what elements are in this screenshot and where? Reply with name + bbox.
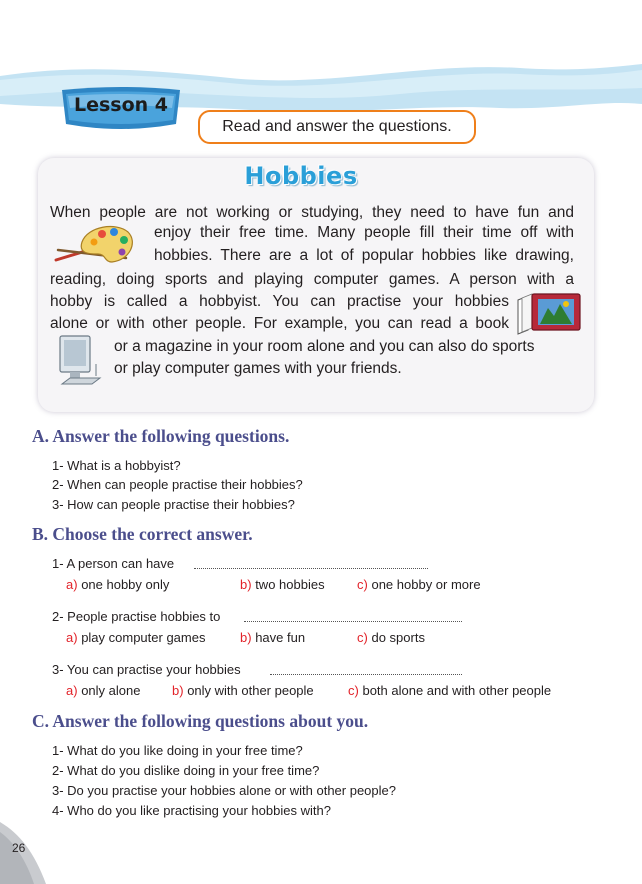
passage-line: alone or with other people. For example, you can read a book (50, 315, 509, 332)
question-stem: 2- People practise hobbies to (52, 609, 221, 624)
instruction-box: Read and answer the questions. (198, 110, 476, 144)
book-icon (514, 290, 584, 336)
question-stem: 3- You can practise your hobbies (52, 662, 241, 677)
passage-line: hobbies. There are a lot of popular hobbies like drawing, (154, 247, 574, 264)
section-c-question: 2- What do you dislike doing in your free time? (52, 763, 320, 778)
passage-line: or play computer games with your friends. (114, 360, 402, 377)
option-b[interactable]: b) have fun (240, 630, 306, 645)
section-a-heading: A. Answer the following questions. (32, 426, 290, 446)
answer-blank[interactable] (270, 673, 462, 675)
option-b[interactable]: b) only with other people (172, 683, 314, 698)
question-stem: 1- A person can have (52, 556, 175, 571)
option-b[interactable]: b) two hobbies (240, 577, 325, 592)
passage-line: enjoy their free time. Many people fill their time off with (154, 224, 574, 241)
option-a[interactable]: a) only alone (66, 683, 141, 698)
option-a[interactable]: a) one hobby only (66, 577, 170, 592)
passage-line: or a magazine in your room alone and you can also do sports (114, 338, 535, 355)
option-c[interactable]: c) one hobby or more (357, 577, 481, 592)
computer-icon (56, 334, 106, 388)
answer-blank[interactable] (194, 567, 428, 569)
section-a-question: 2- When can people practise their hobbies? (52, 477, 303, 492)
lesson-badge (58, 86, 184, 132)
paint-palette-icon (52, 220, 138, 268)
passage-line: reading, doing sports and playing computer games. A person with a (50, 271, 574, 288)
passage-line: When people are not working or studying, they need to have fun and (50, 204, 574, 221)
option-c[interactable]: c) both alone and with other people (348, 683, 552, 698)
section-b-heading: B. Choose the correct answer. (32, 524, 253, 544)
section-a-question: 3- How can people practise their hobbies? (52, 497, 295, 512)
section-c-question: 3- Do you practise your hobbies alone or with other people? (52, 783, 396, 798)
section-a-question: 1- What is a hobbyist? (52, 458, 181, 473)
section-c-question: 1- What do you like doing in your free time? (52, 743, 303, 758)
passage-title: Hobbies (244, 162, 358, 190)
lesson-title: Lesson 4 (73, 94, 169, 116)
section-c-question: 4- Who do you like practising your hobbies with? (52, 803, 331, 818)
passage-line: hobby is called a hobbyist. You can practise your hobbies (50, 293, 509, 310)
option-c[interactable]: c) do sports (357, 630, 425, 645)
option-a[interactable]: a) play computer games (66, 630, 206, 645)
section-c-heading: C. Answer the following questions about you. (32, 711, 369, 731)
answer-blank[interactable] (244, 620, 462, 622)
page-number: 26 (12, 841, 26, 855)
